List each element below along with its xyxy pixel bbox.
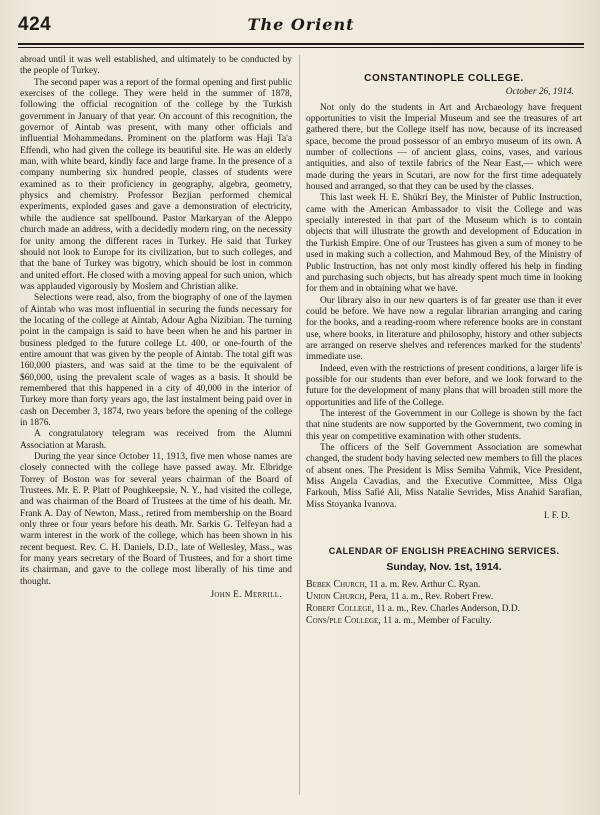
service-detail: 11 a. m., Member of Faculty. xyxy=(380,616,492,627)
service-item xyxy=(306,591,582,603)
column-divider xyxy=(299,55,300,795)
service-detail: 11 a. m. Rev. Arthur C. Ryan. xyxy=(367,580,481,591)
left-paragraph-5: During the year since October 11, 1913, five men whose names are closely connected with the college have passed away. Mr. Elbridge Torrey of Boston was for several years chairman of the Board of Trustees. Mr. E. P. Platt of Poughkeepsie, N. Y., had visited the college, and was chairman of the Board of Trustees at the time of his death. Mr. Frank A. Day of Newton, Mass., retired from membership on the Board only three or four years before his death. Mr. Sarkis G. Telfeyan had a warm interest in the work of the college, which has been shown in his recent bequest. Rev. C. H. Daniels, D.D., late of Wellesley, Mass., was for many years secretary of the Board of Trustees, and for a short time its chairman, and gave to the college most liberally of his time and thought. xyxy=(20,452,292,587)
right-paragraph-3: Our library also in our new quarters is of far greater use than it ever could be before. We have now a regular librarian arranging and caring for the books, and a reading-room where reference books are in constant use, where books, in literature and philosophy, history and other subjects are arranged on reserve shelves and references marked for the students' immediate use. xyxy=(306,295,582,363)
service-church: Union Church, xyxy=(306,591,367,603)
service-item xyxy=(306,579,582,591)
service-church: Cons/ple College, xyxy=(306,615,381,627)
service-item xyxy=(306,603,582,615)
page-header xyxy=(18,14,584,40)
dateline: October 26, 1914. xyxy=(505,87,574,98)
calendar-date: Sunday, Nov. 1st, 1914. xyxy=(386,560,502,573)
author-initials: I. F. D. xyxy=(543,511,570,522)
running-title: The Orient xyxy=(247,15,355,34)
calendar-title: CALENDAR OF ENGLISH PREACHING SERVICES. xyxy=(328,546,560,557)
right-paragraph-2: This last week H. E. Shükri Bey, the Minister of Public Instruction, came with the American Ambassador to visit the College and was specially interested in that part of the Museum which is to contain objects that will illustrate the growth and development of Education in the Turkish Empire. One of our Trustees has given a sum of money to be used in making such a collection, and Mahmoud Bey, of the Ministry of Public Instruction, has not only most kindly offered his help in finding and purchasing such objects, but has already spent much time in looking for them and in obtaining what we have. xyxy=(306,193,582,295)
service-church: Bebek Church, xyxy=(306,579,368,591)
left-paragraph-4: A congratulatory telegram was received from the Alumni Association at Marash. xyxy=(20,429,292,451)
header-rule-thick xyxy=(18,43,584,45)
left-paragraph-2: The second paper was a report of the formal opening and first public exercises of the college. They were held in the summer of 1878, following the official recognition of the college by the Turkish government in January of that year. On account of this recognition, the governor of Aintab was present, with many other officials and influential Mohammedans. Prominent on the platform was Haji Ta'a Effendi, who had given the college its beautiful site. He was an elderly man, with white beard, kindly face and large frame. In the presence of a company numbering six hundred people, classes of students were examined as to their proficiency in geography, algebra, geometry, physics and chemistry. Professor Bezjian performed chemical experiments, exploded gases and gave a demonstration of electricity, while the audience sat spellbound. Pastor Markaryan of the Aleppo church made an address, with a decidedly modern ring, on the necessity for unity among the different races in Turkey. He said that Turkey should not look to Europe for its civilization, but to such colleges, and that the bane of Turkey was bigotry, which should be lost in common and united effort. He closed with a moving appeal for such union, which was applauded vigorously by Moslem and Christian alike. xyxy=(20,77,292,292)
header-rule-thin xyxy=(18,47,584,48)
right-paragraph-5: The interest of the Government in our College is shown by the fact that nine students are now supported by the Government, two coming in this year on competitive examination with other students. xyxy=(306,408,582,442)
service-church: Robert College, xyxy=(306,603,375,615)
left-paragraph-1: abroad until it was well established, and ultimately to be conducted by the people of Turkey. xyxy=(20,55,292,77)
service-detail: 11 a. m., Rev. Charles Anderson, D.D. xyxy=(374,604,520,615)
service-detail: Pera, 11 a. m., Rev. Robert Frew. xyxy=(366,592,494,603)
right-paragraph-6: The officers of the Self Government Association are somewhat changed, the student body having selected new members to fill the places of absent ones. The President is Miss Semiha Vahmik, Vice President, Miss Angela Cavadias, and the Executive Committee, Miss Olga Farkouh, Miss Safié Ali, Miss Natalie Sevrides, Miss Anahid Sarafian, Miss Stoyanka Ivanova. xyxy=(306,443,582,510)
right-paragraph-1: Not only do the students in Art and Archaeology have frequent opportunities to visit the Imperial Museum and see the treasures of art gathered there, but the College itself has now, because of its increased space, become the proud possessor of an embryo museum of its own. A number of collections — of ancient glass, coins, vases, and various antiquities, and also of textile fabrics of the Near East,— which were made during the years in Scutari, are now for the first time adequately housed and arranged, so that they can be used by the classes. xyxy=(306,102,582,193)
service-item xyxy=(306,615,582,627)
section-title: CONSTANTINOPLE COLLEGE. xyxy=(364,73,524,84)
page-number: 424 xyxy=(18,14,52,35)
author-signature: John E. Merrill. xyxy=(210,590,282,601)
right-column xyxy=(306,55,582,627)
right-paragraph-4: Indeed, even with the restrictions of present conditions, a larger life is possible for our students than ever before, and we look forward to the future for the development of many plans that will broaden still more the opportunities and life of the College. xyxy=(306,363,582,408)
left-paragraph-3: Selections were read, also, from the biography of one of the laymen of Aintab who was most influential in securing the funds necessary for the locating of the college at Aintab, Adour Agha Nizibian. The turning point in the campaign is said to have been when he and his partner in business pledged to the future college Lt. 400, or one-fourth of the entire amount that was given by the people of Aintab. The total gift was 160,000 piasters, and was said at the time to be the equivalent of $60,000, using the prevalent scale of wages as a basis. It should be remembered that this happened in a city of 40,000 in the interior of Turkey more than forty years ago, the last instalment being paid over in cash on December 3, 1874, two years before the opening of the college in 1876. xyxy=(20,293,292,428)
left-column xyxy=(20,55,292,602)
